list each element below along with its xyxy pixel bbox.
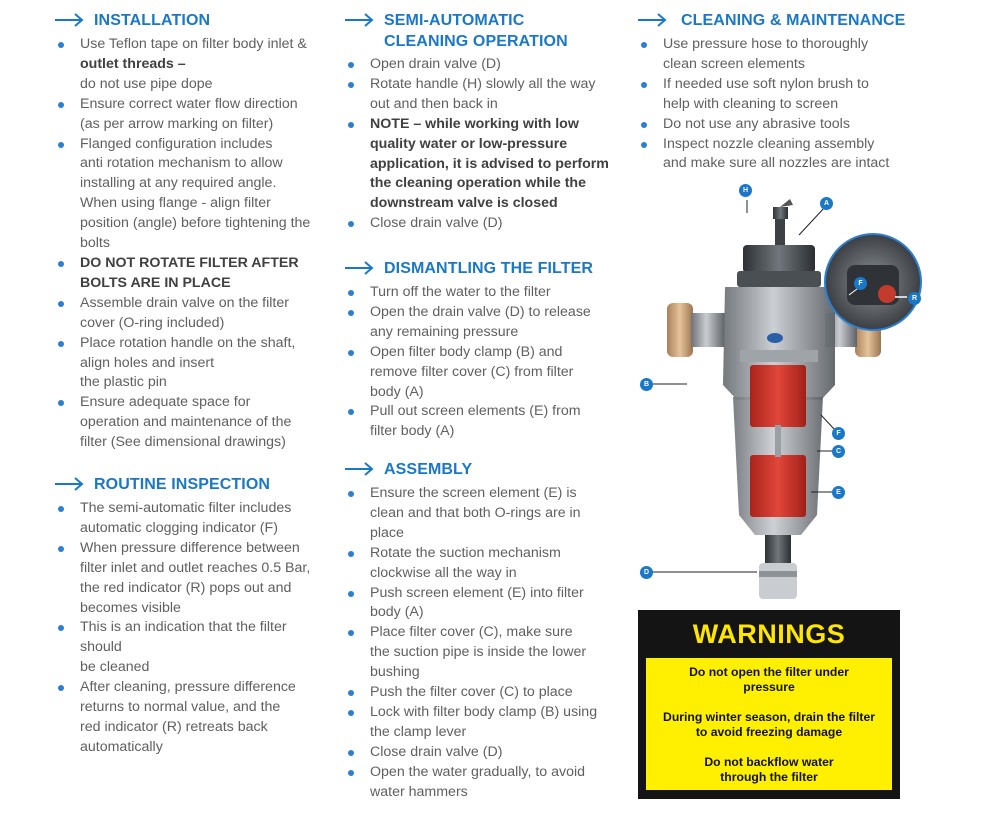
warning-item: Do not open the filter under pressure: [689, 665, 849, 694]
list-item-text: downstream valve is closed: [370, 195, 558, 212]
bullet-icon: [58, 42, 64, 48]
list-item-text: When pressure difference between: [80, 539, 300, 556]
installation-header: [55, 10, 325, 32]
list-item-text: align holes and insert: [80, 354, 215, 371]
list-item-text: If needed use soft nylon brush to: [663, 75, 869, 92]
bullet-icon: [641, 82, 647, 88]
cleaning-title: CLEANING & MAINTENANCE: [681, 12, 906, 29]
callout-f-zoom: F: [854, 277, 867, 290]
arrow-right-icon: [345, 261, 375, 275]
bullet-icon: [58, 506, 64, 512]
list-item: [55, 35, 325, 95]
list-item-text: remove filter cover (C) from filter: [370, 363, 574, 380]
callout-e: E: [832, 486, 845, 499]
list-item-text: Rotate handle (H) slowly all the way: [370, 75, 596, 92]
callout-c: C: [832, 445, 845, 458]
list-item-text: Open drain valve (D): [370, 56, 501, 72]
list-item-text: filter (See dimensional drawings): [80, 434, 286, 451]
list-item: [345, 303, 610, 343]
bullet-icon: [641, 142, 647, 148]
bullet-icon: [58, 261, 64, 267]
list-item: [638, 35, 908, 75]
list-item-text: out and then back in: [370, 95, 498, 112]
list-item-text: After cleaning, pressure difference: [80, 679, 296, 696]
list-item-text: When using flange - align filter: [80, 195, 271, 212]
list-item-text: the cleaning operation while the: [370, 175, 586, 192]
callout-f: F: [832, 427, 845, 440]
bullet-icon: [348, 710, 354, 716]
list-item-text: body (A): [370, 383, 424, 400]
bullet-icon: [348, 551, 354, 557]
list-item-text: clean and that both O-rings are in: [370, 504, 581, 521]
callout-r: R: [908, 292, 921, 305]
arrow-right-icon: [55, 13, 85, 27]
list-item-text: anti rotation mechanism to allow: [80, 155, 283, 172]
list-item-text: outlet threads –: [80, 55, 186, 72]
list-item-text: installing at any required angle.: [80, 175, 277, 192]
list-item: [345, 55, 610, 75]
list-item-text: should: [80, 639, 122, 656]
list-item-text: red indicator (R) retreats back: [80, 718, 268, 735]
bullet-icon: [58, 685, 64, 691]
list-item-text: Rotate the suction mechanism: [370, 544, 561, 561]
list-item-text: DO NOT ROTATE FILTER AFTER: [80, 254, 299, 271]
list-item-text: clockwise all the way in: [370, 564, 517, 581]
list-item: [55, 499, 325, 539]
bullet-icon: [348, 591, 354, 597]
list-item-text: application, it is advised to perform: [370, 155, 609, 172]
list-item: [55, 254, 325, 294]
bullet-icon: [348, 62, 354, 68]
dismantling-title: DISMANTLING THE FILTER: [384, 260, 593, 277]
bullet-icon: [58, 400, 64, 406]
routine-inspection-title: ROUTINE INSPECTION: [94, 476, 271, 493]
list-item-text: Open filter body clamp (B) and: [370, 343, 563, 360]
bullet-icon: [348, 770, 354, 776]
list-item-text: NOTE – while working with low: [370, 115, 579, 132]
semi-automatic-title: SEMI-AUTOMATIC CLEANING OPERATION: [384, 12, 568, 50]
list-item-text: Push screen element (E) into filter: [370, 584, 584, 601]
warning-item: During winter season, drain the filter to avoid freezing damage: [663, 710, 875, 739]
list-item: [55, 135, 325, 254]
list-item-text: Use Teflon tape on filter body inlet &: [80, 36, 307, 52]
list-item-text: Open the water gradually, to avoid: [370, 763, 586, 780]
list-item-text: Ensure the screen element (E) is: [370, 485, 577, 501]
list-item-text: Place rotation handle on the shaft,: [80, 334, 296, 351]
list-item-text: Turn off the water to the filter: [370, 284, 551, 300]
bullet-icon: [348, 690, 354, 696]
callout-a: A: [820, 197, 833, 210]
list-item-text: water hammers: [370, 783, 468, 800]
semi-automatic-header: [345, 10, 610, 52]
list-item-text: Ensure correct water flow direction: [80, 95, 298, 112]
list-item-text: Pull out screen elements (E) from: [370, 403, 581, 420]
list-item: [345, 584, 610, 624]
list-item-text: Inspect nozzle cleaning assembly: [663, 135, 875, 152]
list-item: [55, 678, 325, 758]
list-item: [345, 402, 610, 442]
list-item: [55, 294, 325, 334]
bullet-icon: [348, 350, 354, 356]
cleaning-list: [638, 35, 908, 174]
list-item: [638, 75, 908, 115]
arrow-right-icon: [345, 462, 375, 476]
list-item-text: automatic clogging indicator (F): [80, 519, 278, 536]
list-item: [345, 343, 610, 403]
list-item-text: Open the drain valve (D) to release: [370, 303, 591, 320]
arrow-right-icon: [345, 13, 375, 27]
list-item: [55, 539, 325, 619]
list-item-text: (as per arrow marking on filter): [80, 115, 274, 132]
list-item-text: This is an indication that the filter: [80, 619, 287, 636]
assembly-title: ASSEMBLY: [384, 461, 473, 478]
bullet-icon: [348, 630, 354, 636]
list-item-text: Push the filter cover (C) to place: [370, 684, 573, 701]
assembly-section: [345, 459, 610, 803]
warnings-box: [638, 610, 900, 799]
bullet-icon: [348, 82, 354, 88]
bullet-icon: [641, 42, 647, 48]
filter-illustration: [625, 175, 945, 610]
list-item-text: Assemble drain valve on the filter: [80, 294, 289, 311]
list-item-text: filter inlet and outlet reaches 0.5 Bar,: [80, 559, 311, 576]
list-item-text: be cleaned: [80, 659, 150, 676]
warnings-panel: [646, 658, 892, 790]
list-item-text: Flanged configuration includes: [80, 135, 273, 152]
list-item-text: The semi-automatic filter includes: [80, 500, 292, 516]
list-item-text: Place filter cover (C), make sure: [370, 624, 573, 641]
list-item: [345, 75, 610, 115]
list-item-text: automatically: [80, 738, 163, 755]
list-item: [55, 95, 325, 135]
bullet-icon: [58, 341, 64, 347]
list-item-text: do not use pipe dope: [80, 75, 213, 92]
list-item: [345, 484, 610, 544]
filter-drawing: [625, 175, 945, 610]
bullet-icon: [348, 310, 354, 316]
bullet-icon: [348, 221, 354, 227]
installation-section: [55, 10, 325, 453]
list-item-text: BOLTS ARE IN PLACE: [80, 274, 231, 291]
list-item-text: position (angle) before tightening the: [80, 215, 311, 232]
list-item-text: bushing: [370, 664, 420, 681]
installation-title: INSTALLATION: [94, 12, 211, 29]
list-item: [345, 623, 610, 683]
list-item-text: Use pressure hose to thoroughly: [663, 36, 869, 52]
list-item-text: place: [370, 524, 404, 541]
list-item-text: filter body (A): [370, 423, 455, 440]
list-item: [638, 135, 908, 175]
callout-h: H: [739, 184, 752, 197]
list-item-text: Ensure adequate space for: [80, 394, 251, 411]
routine-inspection-section: [55, 474, 325, 758]
bullet-icon: [58, 142, 64, 148]
assembly-list: [345, 484, 610, 803]
list-item-text: cover (O-ring included): [80, 314, 225, 331]
list-item-text: any remaining pressure: [370, 323, 519, 340]
list-item-text: returns to normal value, and the: [80, 699, 281, 716]
semi-automatic-list: [345, 55, 610, 234]
bullet-icon: [641, 122, 647, 128]
bullet-icon: [348, 122, 354, 128]
list-item: [345, 683, 610, 703]
bullet-icon: [58, 625, 64, 631]
bullet-icon: [348, 290, 354, 296]
list-item: [345, 115, 610, 215]
bullet-icon: [58, 301, 64, 307]
list-item-text: and make sure all nozzles are intact: [663, 155, 890, 172]
routine-inspection-list: [55, 499, 325, 758]
callout-b: B: [640, 378, 653, 391]
list-item: [345, 763, 610, 803]
list-item: [55, 334, 325, 394]
warnings-title: WARNINGS: [692, 619, 846, 649]
routine-inspection-header: [55, 474, 325, 496]
bullet-icon: [58, 546, 64, 552]
list-item-text: Close drain valve (D): [370, 215, 503, 232]
dismantling-list: [345, 283, 610, 442]
list-item-text: operation and maintenance of the: [80, 414, 292, 431]
list-item: [345, 703, 610, 743]
list-item-text: the red indicator (R) pops out and: [80, 579, 292, 596]
list-item: [345, 544, 610, 584]
list-item-text: Do not use any abrasive tools: [663, 115, 850, 132]
bullet-icon: [348, 409, 354, 415]
bullet-icon: [348, 750, 354, 756]
list-item-text: the suction pipe is inside the lower: [370, 644, 587, 661]
warning-item: Do not backflow water through the filter: [704, 755, 834, 784]
list-item-text: becomes visible: [80, 599, 181, 616]
list-item: [638, 115, 908, 135]
installation-list: [55, 35, 325, 453]
list-item-text: quality water or low-pressure: [370, 135, 568, 152]
assembly-header: [345, 459, 610, 481]
list-item-text: the plastic pin: [80, 374, 167, 391]
arrow-right-icon: [55, 477, 85, 491]
dismantling-section: [345, 258, 610, 442]
semi-automatic-section: [345, 10, 610, 234]
list-item: [345, 214, 610, 234]
callout-d: D: [640, 566, 653, 579]
list-item-text: clean screen elements: [663, 55, 805, 72]
cleaning-section: [638, 10, 908, 174]
bullet-icon: [58, 102, 64, 108]
list-item-text: Lock with filter body clamp (B) using: [370, 703, 598, 720]
arrow-right-icon: [638, 13, 668, 27]
list-item: [55, 393, 325, 453]
list-item: [55, 618, 325, 678]
list-item-text: Close drain valve (D): [370, 743, 503, 760]
list-item-text: bolts: [80, 235, 110, 252]
cleaning-header: [638, 10, 908, 32]
list-item: [345, 283, 610, 303]
dismantling-header: [345, 258, 610, 280]
list-item: [345, 743, 610, 763]
list-item-text: help with cleaning to screen: [663, 95, 839, 112]
bullet-icon: [348, 491, 354, 497]
list-item-text: the clamp lever: [370, 723, 467, 740]
list-item-text: body (A): [370, 604, 424, 621]
